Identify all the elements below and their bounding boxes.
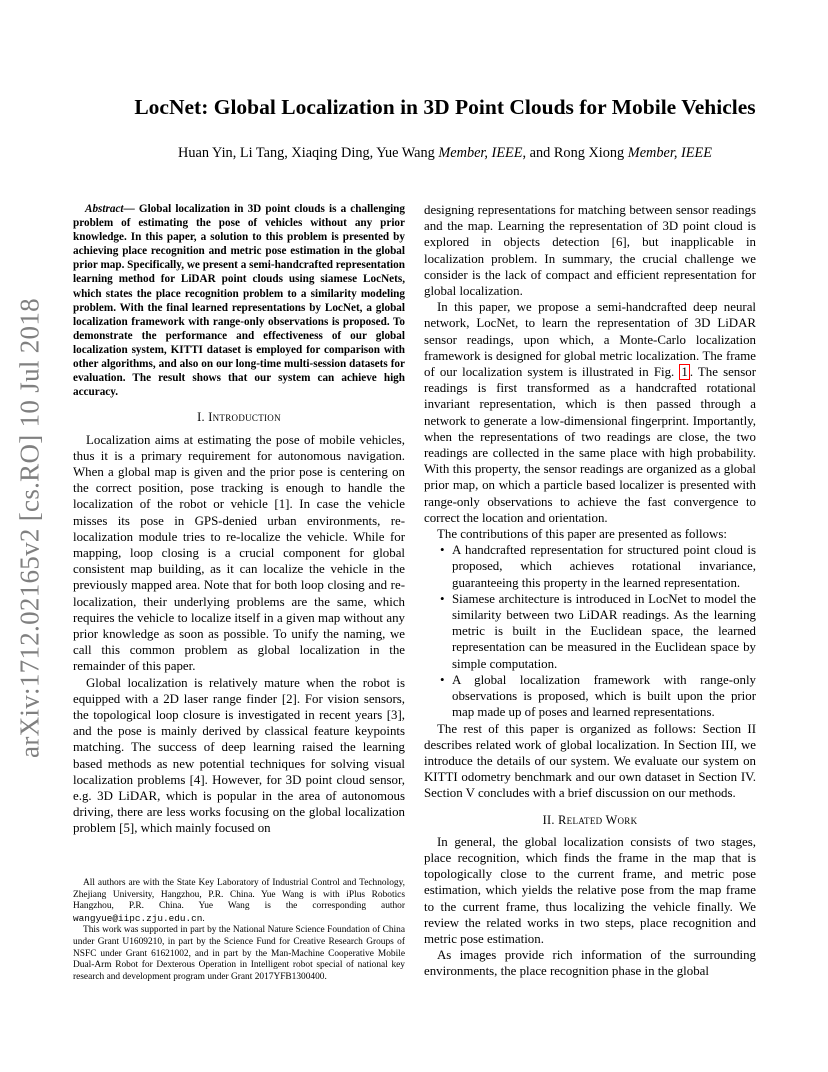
- abstract-label: Abstract: [85, 203, 124, 215]
- section-number: I.: [197, 410, 209, 425]
- intro-paragraph-4-a: In this paper, we propose a semi-handcrafted deep neural network, LocNet, to learn the representation of 3D LiDAR sensor readings, upon which, a Monte-Carlo localization framework is designed for global metric localization. The frame of our localization system is illustrated in Fig.: [424, 300, 756, 380]
- author-membership-1: Member, IEEE: [438, 145, 523, 161]
- list-item: • Siamese architecture is introduced in LocNet to model the similarity between two LiDAR readings. As the learning metric is built in the Euclidean space, the learned representation can be measured in the Euclidean space by simple computation.: [452, 591, 756, 672]
- related-paragraph-1: In general, the global localization consists of two stages, place recognition, which finds the frame in the map that is topologically close to the current frame, and metric pose estimation, which yields the relative pose from the map frame to the current frame, thus localizing the vehicle finally. We review the related works in two steps, place recognition and metric pose estimation.: [424, 834, 756, 946]
- intro-paragraph-3: designing representations for matching between sensor readings and the map. Learning the representation of 3D point cloud is explored in objects detection [6], but inapplicable in localization problem. In summary, the crucial challenge we consider is the lack of compact and efficient representation for global localization.: [424, 203, 756, 299]
- section-title: Related Work: [558, 812, 638, 827]
- list-item: • A global localization framework with range-only observations is proposed, which is built upon the prior map made up of poses and learned representations.: [452, 672, 756, 721]
- footnote-funding: This work was supported in part by the National Nature Science Foundation of China under Grant U1609210, in part by the Science Fund for Creative Research Groups of NSFC under Grant 61621002, and in part by the Man-Machine Cooperative Mobile Dual-Arm Robot for Dexterous Operation in Intelligent robot special of national key research and development program under Grant 2017YFB1300400.: [73, 925, 405, 982]
- figure-1-link[interactable]: 1: [681, 365, 688, 380]
- section-number: II.: [542, 812, 559, 827]
- abstract-text: — Global localization in 3D point clouds is a challenging problem of estimating the pose of vehicles without any prior knowledge. In this paper, a solution to this problem is presented by achieving place recognition and metric pose estimation in the global prior map. Specifically, we present a semi-handcrafted representation learning method for LiDAR point clouds using siamese LocNets, which states the place recognition problem to a similarity modeling problem. With the final learned representations by LocNet, a global localization framework with range-only observations is proposed. To demonstrate the performance and effectiveness of our global localization system, KITTI dataset is employed for comparison with other algorithms, and also on our long-time multi-session datasets for evaluation. The result shows that our system can achieve high accuracy.: [73, 203, 405, 399]
- author-and: , and Rong Xiong: [522, 145, 628, 161]
- abstract: [73, 202, 405, 399]
- paper-title: LocNet: Global Localization in 3D Point Clouds for Mobile Vehicles: [134, 95, 756, 119]
- arxiv-stamp-text: arXiv:1712.02165v2 [cs.RO] 10 Jul 2018: [14, 297, 45, 758]
- author-line: [60, 145, 828, 162]
- section-heading-introduction: [73, 409, 405, 425]
- intro-paragraph-1: Localization aims at estimating the pose of mobile vehicles, thus it is a primary requirement for autonomous navigation. When a global map is given and the prior pose is centering on the correct position, pose tracking is enough to handle the localization of the robot or vehicle [1]. In case the vehicle misses its pose in GPS-denied urban environments, re-localization module tries to re-localize the vehicle. While for mapping, loop closing is a crucial component for global consistent map building, as it can localize the vehicle in the previously mapped area. Note that for both loop closing and re-localization, their underlying problems are the same, which requires the vehicle to localize itself in a given map without any prior knowledge as soon as possible. To unify the naming, we call this common problem as global localization in the remainder of this paper.: [73, 432, 405, 674]
- list-item: • A handcrafted representation for structured point cloud is proposed, which achieves rotational invariance, guaranteeing this property in the learned representation.: [452, 542, 756, 591]
- intro-paragraph-2: Global localization is relatively mature when the robot is equipped with a 2D laser range finder [2]. For vision sensors, the topological loop closure is investigated in recent years [3], and the pose is mainly derived by classical feature keypoints matching. The success of deep learning raised the learning based methods as new potential techniques for solving visual localization problems [4]. However, for 3D point cloud sensor, e.g. 3D LiDAR, which is popular in the area of autonomous driving, there are less works focusing on the global localization problem [5], which mainly focused on: [73, 675, 405, 836]
- footnote-affiliation-text: All authors are with the State Key Laboratory of Industrial Control and Technology, Zhejiang University, Hangzhou, P.R. China. Yue Wang is with iPlus Robotics Hangzhou, P.R. China. Yue Wang is the corresponding author: [73, 878, 405, 912]
- right-column: [424, 202, 756, 980]
- arxiv-stamp: [10, 295, 50, 760]
- contributions-list: [424, 542, 756, 720]
- intro-paragraph-4-b: . The sensor readings is first transformed as a handcrafted rotational invariant representation, which is then passed through a network to generate a low-dimensional fingerprint. Importantly, when the representations of two readings are close, the two readings are collected in the same place with high probability. With this property, the sensor readings are organized as a global prior map, on which a particle based localizer is presented with range-only observations to achieve the fast convergence to correct the location and orientation.: [424, 365, 757, 525]
- corresponding-email[interactable]: wangyue@iipc.zju.edu.cn: [73, 912, 203, 924]
- left-column: [73, 202, 405, 837]
- footnotes: [73, 878, 405, 983]
- section-title: Introduction: [208, 410, 281, 425]
- contributions-intro: The contributions of this paper are presented as follows:: [437, 527, 727, 542]
- related-paragraph-2: As images provide rich information of the surrounding environments, the place recognition phase in the global: [424, 948, 756, 979]
- section-heading-related-work: [424, 812, 756, 828]
- author-membership-2: Member, IEEE: [627, 145, 712, 161]
- author-names: Huan Yin, Li Tang, Xiaqing Ding, Yue Wang: [178, 145, 439, 161]
- footnote-affiliation: [73, 878, 405, 925]
- footnote-period: .: [202, 913, 205, 924]
- organization-paragraph: The rest of this paper is organized as follows: Section II describes related work of global localization. In Section III, we introduce the details of our system. We evaluate our system on KITTI odometry benchmark and our own dataset in Section IV. Section V concludes with a brief discussion on our methods.: [424, 721, 756, 801]
- intro-paragraph-4: [424, 299, 756, 526]
